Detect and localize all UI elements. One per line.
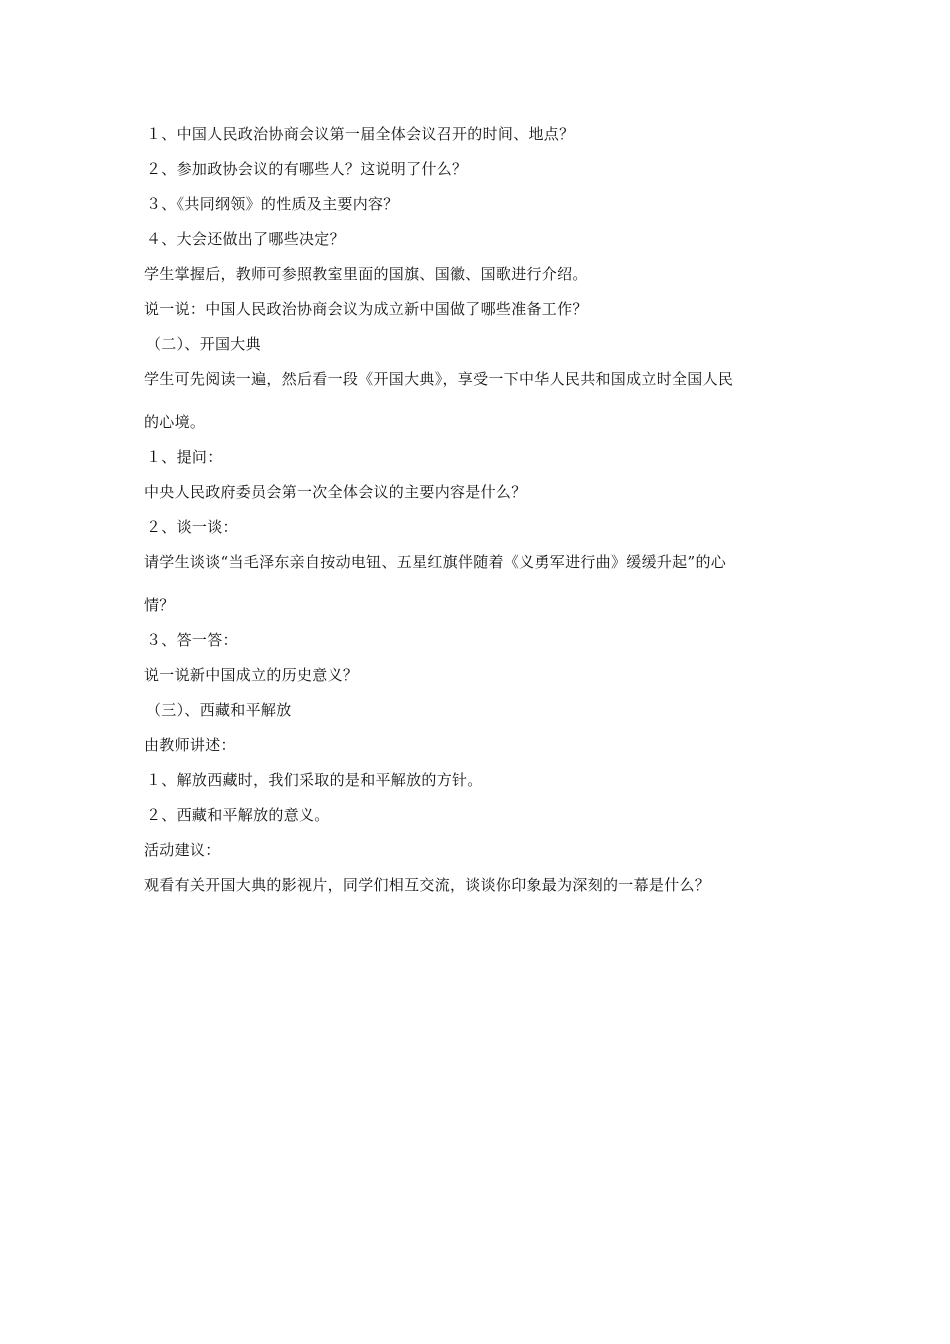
item-tibet-significance: ２、西藏和平解放的意义。 [146,806,330,824]
paragraph-teacher-narrates: 由教师讲述： [144,736,236,754]
paragraph-feeling-second-line: 情？ [144,596,175,614]
paragraph-discuss-preparation: 说一说：中国人民政治协商会议为成立新中国做了哪些准备工作？ [144,300,588,318]
item-talk: ２、谈一谈： [146,518,238,536]
paragraph-read-first-line: 学生可先阅读一遍，然后看一段《开国大典》，享受一下中华人民共和国成立时全国人民 [144,370,734,388]
item-answer: ３、答一答： [146,631,238,649]
paragraph-activity-heading: 活动建议： [144,841,221,859]
section-heading-3: （三）、西藏和平解放 [146,701,292,719]
section-heading-2: （二）、开国大典 [146,335,261,353]
item-ask: １、提问： [146,448,223,466]
question-1: １、中国人民政治协商会议第一届全体会议召开的时间、地点？ [146,125,575,143]
paragraph-main-content: 中央人民政府委员会第一次全体会议的主要内容是什么？ [144,483,527,501]
question-3: ３、《共同纲领》的性质及主要内容？ [146,195,399,213]
document-body [144,124,816,910]
paragraph-feeling-first-line: 请学生谈谈“当毛泽东亲自按动电钮、五星红旗伴随着《义勇军进行曲》缓缓升起”的心 [144,553,727,571]
paragraph-read-second-line: 的心境。 [144,413,206,431]
item-tibet-policy: １、解放西藏时，我们采取的是和平解放的方针。 [146,771,483,789]
paragraph-significance: 说一说新中国成立的历史意义？ [144,666,359,684]
paragraph-activity-content: 观看有关开国大典的影视片，同学们相互交流，谈谈你印象最为深刻的一幕是什么？ [144,876,711,894]
paragraph-teacher-intro: 学生掌握后，教师可参照教室里面的国旗、国徽、国歌进行介绍。 [144,265,588,283]
question-2: ２、参加政协会议的有哪些人？这说明了什么？ [146,160,468,178]
question-4: ４、大会还做出了哪些决定？ [146,230,345,248]
